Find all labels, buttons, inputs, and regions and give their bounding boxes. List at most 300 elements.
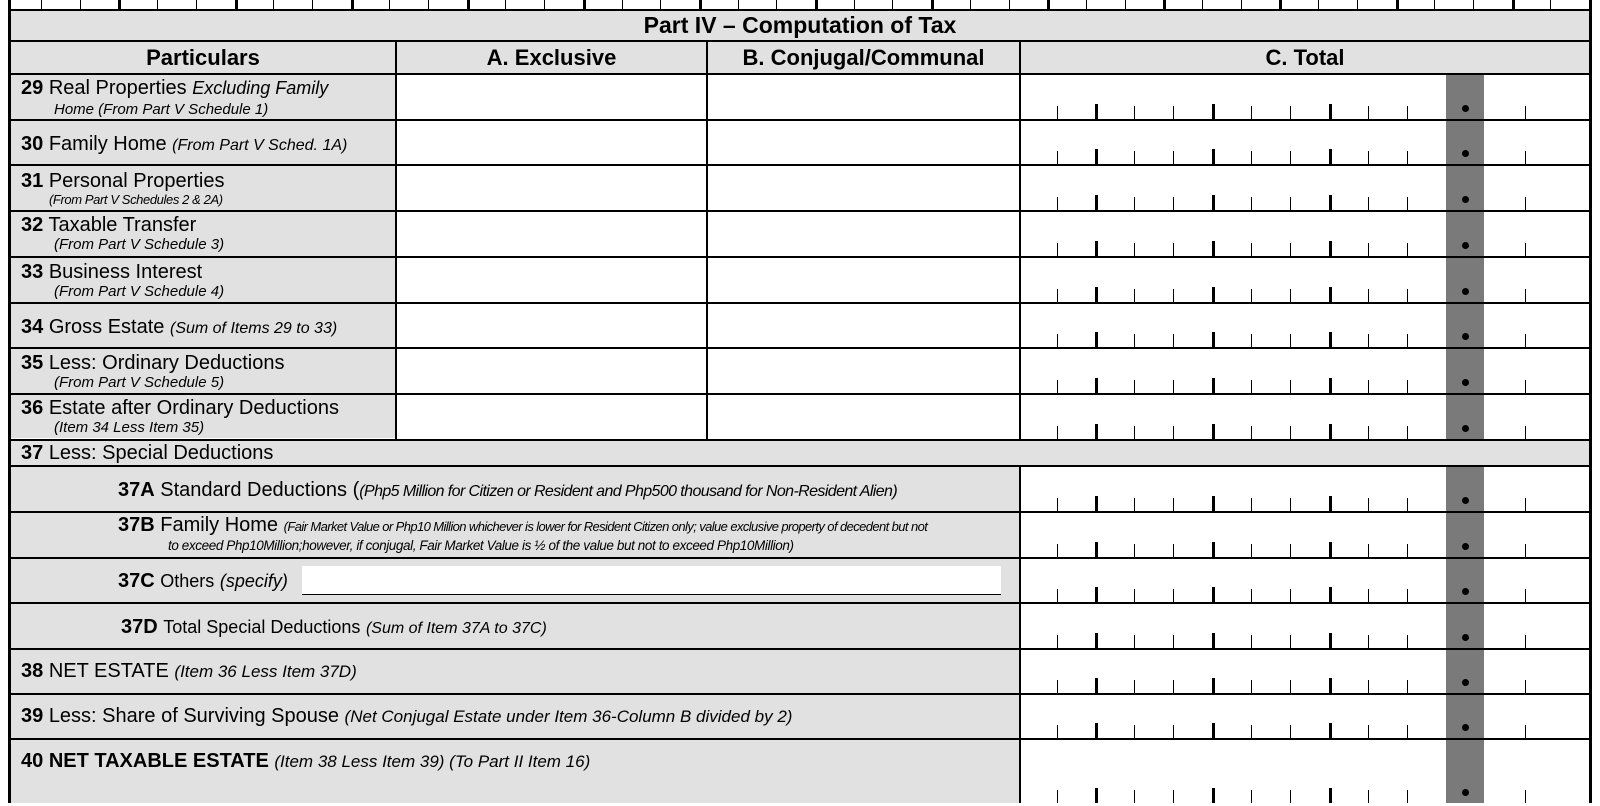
item-number: 33: [21, 261, 44, 283]
decimal-point-column: [1446, 395, 1484, 439]
strip-tick: [1318, 0, 1319, 9]
digit-separator-tick: [1212, 378, 1215, 393]
digit-separator-tick: [1173, 380, 1174, 393]
row-35: [21, 352, 284, 391]
digit-separator-tick: [1173, 790, 1174, 803]
digit-separator-tick: [1290, 380, 1291, 393]
digit-separator-tick: [1329, 633, 1332, 648]
item-number: 37A: [118, 479, 155, 501]
digit-separator-tick: [1329, 587, 1332, 602]
digit-separator-tick: [1525, 243, 1526, 256]
digit-separator-tick: [1290, 151, 1291, 164]
decimal-point-dot: [1462, 634, 1469, 641]
digit-separator-tick: [1251, 725, 1252, 738]
total-amount-input[interactable]: [1021, 212, 1589, 256]
item-label-note: (Sum of Item 37A to 37C): [365, 620, 547, 637]
amount-input-exclusive[interactable]: [397, 258, 706, 302]
digit-separator-tick: [1173, 151, 1174, 164]
digit-separator-tick: [1057, 680, 1058, 693]
item-number: 30: [21, 133, 44, 155]
item-label-note: (specify): [219, 571, 288, 591]
row-33: [21, 261, 224, 300]
digit-separator-tick: [1368, 680, 1369, 693]
digit-separator-tick: [1407, 544, 1408, 557]
digit-separator-tick: [1095, 496, 1098, 511]
row-36: [21, 397, 339, 436]
total-amount-input[interactable]: [1021, 75, 1589, 119]
digit-separator-tick: [1290, 106, 1291, 119]
digit-separator-tick: [1525, 635, 1526, 648]
amount-input-conjugal[interactable]: [708, 75, 1019, 119]
digit-separator-tick: [1134, 635, 1135, 648]
strip-tick: [892, 0, 893, 9]
digit-separator-tick: [1251, 106, 1252, 119]
amount-input-conjugal[interactable]: [708, 349, 1019, 393]
strip-tick: [467, 0, 470, 9]
digit-separator-tick: [1057, 725, 1058, 738]
total-amount-input[interactable]: [1021, 121, 1589, 164]
digit-separator-tick: [1212, 104, 1215, 119]
digit-separator-tick: [1329, 378, 1332, 393]
digit-separator-tick: [1095, 287, 1098, 302]
decimal-point-column: [1446, 166, 1484, 210]
item-number: 40: [21, 750, 44, 772]
row-30: [21, 133, 347, 157]
item-label: Taxable Transfer: [48, 214, 197, 236]
digit-separator-tick: [1057, 635, 1058, 648]
total-amount-input[interactable]: [1021, 695, 1589, 738]
total-amount-input[interactable]: [1021, 166, 1589, 210]
item-label: Real Properties: [48, 77, 187, 99]
digit-separator-tick: [1329, 723, 1332, 738]
item-number: 39: [21, 705, 44, 727]
digit-separator-tick: [1134, 151, 1135, 164]
digit-separator-tick: [1368, 380, 1369, 393]
digit-separator-tick: [1212, 633, 1215, 648]
digit-separator-tick: [1368, 243, 1369, 256]
digit-separator-tick: [1134, 197, 1135, 210]
digit-separator-tick: [1251, 635, 1252, 648]
total-amount-input[interactable]: [1021, 304, 1589, 347]
item-label-note: (From Part V Sched. 1A): [172, 137, 348, 154]
digit-separator-tick: [1368, 725, 1369, 738]
digit-separator-tick: [1173, 589, 1174, 602]
strip-tick: [815, 0, 818, 9]
digit-separator-tick: [1057, 589, 1058, 602]
decimal-point-dot: [1462, 497, 1469, 504]
digit-separator-tick: [1368, 635, 1369, 648]
digit-separator-tick: [1525, 380, 1526, 393]
digit-separator-tick: [1368, 289, 1369, 302]
amount-input-exclusive[interactable]: [397, 75, 706, 119]
col-header-particulars: Particulars: [11, 42, 395, 73]
digit-separator-tick: [1407, 498, 1408, 511]
digit-separator-tick: [1057, 289, 1058, 302]
item-number: 29: [21, 77, 44, 99]
decimal-point-column: [1446, 258, 1484, 302]
item-label: Less: Share of Surviving Spouse: [48, 705, 339, 727]
col-header-exclusive: A. Exclusive: [397, 42, 706, 73]
row-divider: [11, 439, 1589, 441]
total-amount-input[interactable]: [1021, 395, 1589, 439]
digit-separator-tick: [1329, 195, 1332, 210]
col-header-total: C. Total: [1021, 42, 1589, 73]
digit-separator-tick: [1212, 587, 1215, 602]
decimal-point-dot: [1462, 724, 1469, 731]
digit-separator-tick: [1407, 106, 1408, 119]
item-number: 37: [21, 442, 44, 464]
decimal-point-column: [1446, 75, 1484, 119]
digit-separator-tick: [1329, 287, 1332, 302]
strip-tick: [931, 0, 934, 9]
digit-separator-tick: [1057, 106, 1058, 119]
item-label-note: (Item 38 Less Item 39) (To Part II Item 16): [274, 752, 591, 771]
row-37b: [118, 514, 927, 554]
row-31: [21, 170, 224, 208]
strip-tick: [622, 0, 623, 9]
item-label: Business Interest: [48, 261, 203, 283]
digit-separator-tick: [1290, 589, 1291, 602]
item-label: NET TAXABLE ESTATE: [48, 750, 269, 772]
decimal-point-column: [1446, 740, 1484, 803]
digit-separator-tick: [1134, 106, 1135, 119]
digit-separator-tick: [1290, 197, 1291, 210]
item-label-note: (Fair Market Value or Php10 Million whichever is lower for Resident Citizen only; value exclusive property of decedent but not: [283, 519, 928, 534]
amount-input-exclusive[interactable]: [397, 121, 706, 164]
digit-separator-tick: [1525, 334, 1526, 347]
digit-separator-tick: [1251, 197, 1252, 210]
item-number: 37C: [118, 570, 155, 592]
digit-separator-tick: [1525, 151, 1526, 164]
strip-tick: [1086, 0, 1087, 9]
digit-separator-tick: [1212, 542, 1215, 557]
digit-separator-tick: [1407, 197, 1408, 210]
digit-separator-tick: [1173, 725, 1174, 738]
item-number: 35: [21, 352, 44, 374]
item-sub-note: (From Part V Schedule 5): [54, 374, 225, 391]
digit-separator-tick: [1329, 424, 1332, 439]
others-specify-input[interactable]: [302, 566, 1001, 595]
item-number: 32: [21, 214, 44, 236]
item-label: Less: Special Deductions: [48, 442, 274, 464]
digit-separator-tick: [1134, 589, 1135, 602]
strip-tick: [1589, 0, 1590, 9]
strip-tick: [157, 0, 158, 9]
digit-separator-tick: [1329, 496, 1332, 511]
digit-separator-tick: [1329, 149, 1332, 164]
item-label-note: (Net Conjugal Estate under Item 36-Column B divided by 2): [344, 707, 793, 726]
strip-tick: [1241, 0, 1242, 9]
strip-tick: [1047, 0, 1050, 9]
item-number: 38: [21, 660, 44, 682]
digit-separator-tick: [1407, 725, 1408, 738]
digit-separator-tick: [1212, 723, 1215, 738]
digit-separator-tick: [1329, 332, 1332, 347]
total-amount-input[interactable]: [1021, 349, 1589, 393]
digit-separator-tick: [1173, 197, 1174, 210]
strip-tick: [1512, 0, 1515, 9]
digit-separator-tick: [1407, 426, 1408, 439]
digit-separator-tick: [1173, 680, 1174, 693]
strip-tick: [428, 0, 429, 9]
digit-separator-tick: [1212, 424, 1215, 439]
digit-separator-tick: [1212, 788, 1215, 803]
amount-input-conjugal[interactable]: [708, 212, 1019, 256]
digit-separator-tick: [1329, 788, 1332, 803]
computation-of-tax-form: [8, 0, 1592, 803]
digit-separator-tick: [1057, 790, 1058, 803]
strip-tick: [854, 0, 855, 9]
digit-separator-tick: [1368, 589, 1369, 602]
item-label: NET ESTATE: [48, 660, 169, 682]
digit-separator-tick: [1407, 243, 1408, 256]
amount-input-exclusive[interactable]: [397, 349, 706, 393]
digit-separator-tick: [1290, 790, 1291, 803]
row-37a: [118, 479, 897, 503]
digit-separator-tick: [1525, 498, 1526, 511]
digit-separator-tick: [1525, 289, 1526, 302]
digit-separator-tick: [1525, 544, 1526, 557]
strip-tick: [196, 0, 197, 9]
strip-tick: [273, 0, 274, 9]
item-label: Family Home: [160, 514, 279, 536]
digit-separator-tick: [1407, 680, 1408, 693]
digit-separator-tick: [1251, 680, 1252, 693]
strip-tick: [1473, 0, 1474, 9]
digit-separator-tick: [1251, 289, 1252, 302]
digit-separator-tick: [1329, 678, 1332, 693]
digit-separator-tick: [1095, 542, 1098, 557]
strip-tick: [80, 0, 81, 9]
strip-tick: [1163, 0, 1166, 9]
digit-separator-tick: [1095, 788, 1098, 803]
item-label: Gross Estate: [48, 316, 165, 338]
amount-input-exclusive[interactable]: [397, 395, 706, 439]
digit-separator-tick: [1212, 195, 1215, 210]
strip-tick: [1009, 0, 1010, 9]
decimal-point-column: [1446, 559, 1484, 602]
row-37: [11, 441, 1589, 465]
digit-separator-tick: [1290, 544, 1291, 557]
digit-separator-tick: [1251, 243, 1252, 256]
item-label: Standard Deductions (: [160, 479, 360, 501]
digit-separator-tick: [1212, 496, 1215, 511]
item-label: Others: [160, 571, 215, 591]
total-amount-input[interactable]: [1021, 258, 1589, 302]
decimal-point-column: [1446, 212, 1484, 256]
decimal-point-column: [1446, 604, 1484, 648]
digit-separator-tick: [1134, 334, 1135, 347]
decimal-point-dot: [1462, 242, 1469, 249]
digit-separator-tick: [1290, 498, 1291, 511]
digit-separator-tick: [1212, 678, 1215, 693]
item-label: Less: Ordinary Deductions: [48, 352, 285, 374]
digit-separator-tick: [1368, 106, 1369, 119]
digit-separator-tick: [1095, 723, 1098, 738]
strip-tick: [41, 0, 42, 9]
digit-separator-tick: [1212, 287, 1215, 302]
digit-separator-tick: [1368, 426, 1369, 439]
digit-separator-tick: [1251, 380, 1252, 393]
section-title: Part IV – Computation of Tax: [11, 11, 1589, 40]
digit-separator-tick: [1290, 243, 1291, 256]
strip-tick: [544, 0, 545, 9]
digit-separator-tick: [1407, 380, 1408, 393]
digit-separator-tick: [1095, 149, 1098, 164]
digit-separator-tick: [1173, 544, 1174, 557]
strip-tick: [1550, 0, 1551, 9]
digit-separator-tick: [1290, 725, 1291, 738]
digit-separator-tick: [1251, 790, 1252, 803]
digit-separator-tick: [1095, 332, 1098, 347]
decimal-point-column: [1446, 695, 1484, 738]
strip-tick: [776, 0, 777, 9]
digit-separator-tick: [1251, 151, 1252, 164]
decimal-point-dot: [1462, 288, 1469, 295]
row-32: [21, 214, 224, 253]
digit-separator-tick: [1290, 334, 1291, 347]
digit-separator-tick: [1407, 589, 1408, 602]
digit-separator-tick: [1329, 104, 1332, 119]
digit-separator-tick: [1368, 544, 1369, 557]
item-number: 37B: [118, 514, 155, 536]
digit-separator-tick: [1095, 195, 1098, 210]
digit-separator-tick: [1525, 426, 1526, 439]
digit-separator-tick: [1134, 680, 1135, 693]
digit-separator-tick: [1407, 635, 1408, 648]
total-amount-input[interactable]: [1021, 559, 1589, 602]
col-header-conjugal: B. Conjugal/Communal: [708, 42, 1019, 73]
item-label: Total Special Deductions: [163, 617, 361, 637]
decimal-point-dot: [1462, 105, 1469, 112]
decimal-point-dot: [1462, 150, 1469, 157]
amount-input-conjugal[interactable]: [708, 166, 1019, 210]
digit-separator-tick: [1095, 241, 1098, 256]
amount-input-conjugal[interactable]: [708, 258, 1019, 302]
strip-tick: [505, 0, 506, 9]
decimal-point-column: [1446, 121, 1484, 164]
strip-tick: [1396, 0, 1399, 9]
item-sub-note: (From Part V Schedules 2 & 2A): [49, 192, 223, 207]
digit-separator-tick: [1290, 680, 1291, 693]
item-sub-note: (From Part V Schedule 4): [54, 283, 225, 300]
row-34: [21, 316, 337, 340]
amount-input-conjugal[interactable]: [708, 304, 1019, 347]
digit-separator-tick: [1525, 790, 1526, 803]
decimal-point-column: [1446, 349, 1484, 393]
item-label: Personal Properties: [48, 170, 225, 192]
item-label-note: Excluding Family: [192, 78, 329, 98]
item-number: 37D: [121, 616, 158, 638]
decimal-point-dot: [1462, 196, 1469, 203]
strip-tick: [389, 0, 390, 9]
digit-separator-tick: [1134, 289, 1135, 302]
digit-separator-tick: [1525, 106, 1526, 119]
digit-separator-tick: [1134, 790, 1135, 803]
digit-separator-tick: [1095, 587, 1098, 602]
amount-input-conjugal[interactable]: [708, 121, 1019, 164]
digit-separator-tick: [1251, 334, 1252, 347]
strip-tick: [970, 0, 971, 9]
digit-separator-tick: [1173, 289, 1174, 302]
digit-separator-tick: [1251, 544, 1252, 557]
row-37c: [118, 570, 288, 592]
item-number: 31: [21, 170, 44, 192]
amount-input-exclusive[interactable]: [397, 212, 706, 256]
digit-separator-tick: [1173, 635, 1174, 648]
strip-tick: [738, 0, 739, 9]
digit-separator-tick: [1057, 197, 1058, 210]
decimal-point-dot: [1462, 679, 1469, 686]
digit-separator-tick: [1212, 241, 1215, 256]
digit-separator-tick: [1095, 633, 1098, 648]
digit-separator-tick: [1368, 151, 1369, 164]
previous-part-tick-strip: [11, 0, 1589, 11]
decimal-point-dot: [1462, 425, 1469, 432]
strip-tick: [660, 0, 661, 9]
digit-separator-tick: [1525, 589, 1526, 602]
strip-tick: [1125, 0, 1126, 9]
digit-separator-tick: [1134, 725, 1135, 738]
digit-separator-tick: [1290, 635, 1291, 648]
item-label-note: (Item 36 Less Item 37D): [174, 662, 357, 681]
item-label: Family Home: [48, 133, 167, 155]
total-amount-input[interactable]: [1021, 740, 1589, 803]
digit-separator-tick: [1173, 106, 1174, 119]
digit-separator-tick: [1095, 378, 1098, 393]
strip-tick: [312, 0, 313, 9]
total-amount-input[interactable]: [1021, 604, 1589, 648]
item-sub-note: (Item 34 Less Item 35): [54, 419, 205, 436]
decimal-point-dot: [1462, 789, 1469, 796]
decimal-point-column: [1446, 467, 1484, 511]
total-amount-input[interactable]: [1021, 650, 1589, 693]
decimal-point-dot: [1462, 588, 1469, 595]
amount-input-exclusive[interactable]: [397, 166, 706, 210]
total-amount-input[interactable]: [1021, 513, 1589, 557]
digit-separator-tick: [1057, 498, 1058, 511]
digit-separator-tick: [1134, 380, 1135, 393]
item-label-note: (Sum of Items 29 to 33): [169, 320, 338, 337]
digit-separator-tick: [1525, 197, 1526, 210]
amount-input-conjugal[interactable]: [708, 395, 1019, 439]
digit-separator-tick: [1251, 589, 1252, 602]
strip-tick: [699, 0, 702, 9]
row-40: [21, 750, 590, 773]
strip-tick: [1202, 0, 1203, 9]
amount-input-exclusive[interactable]: [397, 304, 706, 347]
digit-separator-tick: [1212, 332, 1215, 347]
digit-separator-tick: [1407, 790, 1408, 803]
total-amount-input[interactable]: [1021, 467, 1589, 511]
digit-separator-tick: [1290, 426, 1291, 439]
digit-separator-tick: [1173, 426, 1174, 439]
digit-separator-tick: [1368, 197, 1369, 210]
item-number: 36: [21, 397, 44, 419]
item-sub-note: (From Part V Schedule 3): [54, 236, 225, 253]
strip-tick: [235, 0, 238, 9]
digit-separator-tick: [1057, 151, 1058, 164]
strip-tick: [1434, 0, 1435, 9]
digit-separator-tick: [1095, 678, 1098, 693]
digit-separator-tick: [1057, 380, 1058, 393]
decimal-point-dot: [1462, 333, 1469, 340]
item-label: Estate after Ordinary Deductions: [48, 397, 339, 419]
digit-separator-tick: [1368, 790, 1369, 803]
digit-separator-tick: [1134, 544, 1135, 557]
row-29: [21, 77, 328, 118]
item-number: 34: [21, 316, 44, 338]
